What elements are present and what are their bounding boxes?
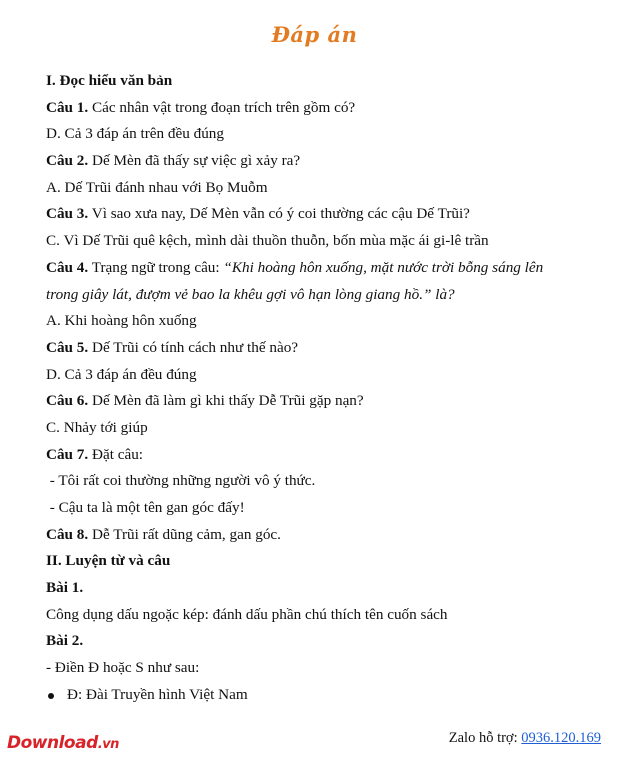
logo-main: Download [7,733,98,753]
exercise-1-label: Bài 1. [46,579,84,597]
question-text: Dế Trũi có tính cách như thế nào? [88,338,299,356]
question-8 [46,522,606,549]
exercise-2-label: Bài 2. [46,632,84,650]
answer-6: C. Nhảy tới giúp [46,418,148,436]
zalo-support [449,730,601,747]
bullet-text: Đ: Đài Truyền hình Việt Nam [67,685,248,703]
question-label: Câu 3. [46,205,89,223]
question-4 [46,255,606,282]
quote-text-continued: trong giây lát, đượm vẻ bao la khêu gợi vô hạn lòng giang hồ.” là? [46,285,455,303]
question-label: Câu 1. [46,98,89,116]
question-text: Vì sao xưa nay, Dế Mèn vẫn có ý coi thường các cậu Dế Trũi? [88,205,470,223]
question-label: Câu 8. [46,525,89,543]
question-7 [46,442,606,469]
question-5 [46,335,606,362]
question-text: Trạng ngữ trong câu: [88,258,224,276]
question-label: Câu 7. [46,445,89,463]
answer-2: A. Dế Trũi đánh nhau với Bọ Muỗm [46,178,268,196]
logo-suffix: .vn [97,737,119,752]
question-6 [46,388,606,415]
question-2 [46,148,606,175]
question-label: Câu 2. [46,152,89,170]
quote-text: “Khi hoàng hôn xuống, mặt nước trời bỗng sáng lên [223,258,544,276]
support-phone-link[interactable]: 0936.120.169 [521,730,601,746]
question-label: Câu 5. [46,338,89,356]
support-label: Zalo hỗ trợ: [448,730,522,746]
answer-content [46,68,606,709]
question-text: Các nhân vật trong đoạn trích trên gồm có? [88,98,356,116]
download-vn-logo[interactable] [7,733,119,753]
section-heading-vocabulary: II. Luyện từ và câu [46,552,171,570]
answer-7-sentence-2: - Cậu ta là một tên gan góc đấy! [46,499,245,516]
question-text: Dế Mèn đã thấy sự việc gì xảy ra? [88,152,301,170]
question-3 [46,201,606,228]
answer-1: D. Cả 3 đáp án trên đều đúng [46,125,224,143]
answer-7-sentence-1: - Tôi rất coi thường những người vô ý thức. [46,472,316,490]
question-text: Dế Mèn đã làm gì khi thấy Dễ Trũi gặp nạn? [88,392,364,410]
exercise-2-bullet [46,682,606,709]
question-text: Đặt câu: [88,445,144,463]
section-heading-reading: I. Đọc hiểu văn bản [46,72,173,89]
answer-3: C. Vì Dế Trũi quê kệch, mình dài thuồn thuỗn, bốn mùa mặc ái gi-lê trần [46,232,489,250]
exercise-2-text: - Điền Đ hoặc S như sau: [46,659,200,677]
question-label: Câu 6. [46,392,89,410]
answer-5: D. Cả 3 đáp án đều đúng [46,365,197,383]
page-title: Đáp án [271,22,358,47]
answer-4: A. Khi hoàng hôn xuống [46,312,197,330]
question-label: Câu 4. [46,258,89,276]
question-1 [46,95,606,122]
bullet-icon [48,693,54,699]
question-text: Dễ Trũi rất dũng cảm, gan góc. [88,525,281,543]
exercise-1-text: Công dụng dấu ngoặc kép: đánh dấu phần chú thích tên cuốn sách [46,605,448,623]
